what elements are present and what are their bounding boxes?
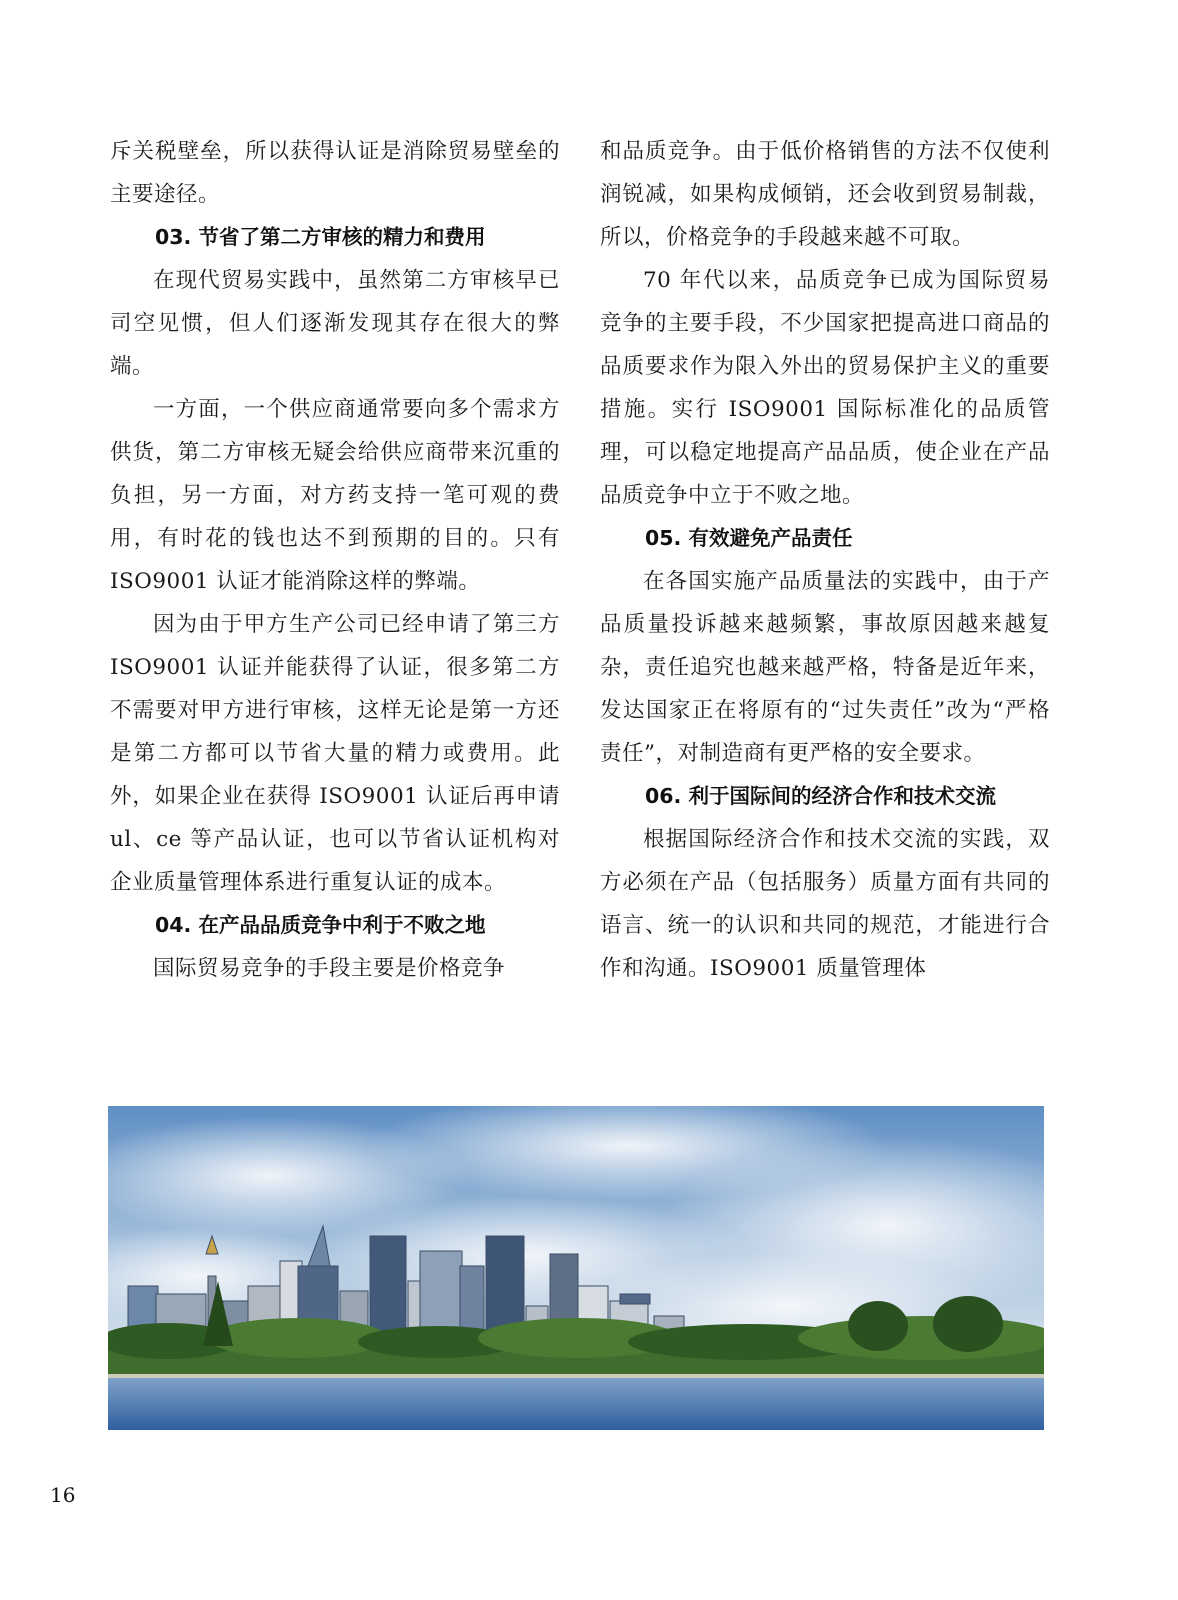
paragraph: 在现代贸易实践中，虽然第二方审核早已司空见惯，但人们逐渐发现其存在很大的弊端。 xyxy=(110,268,560,379)
section-heading-03: 03. 节省了第二方审核的精力和费用 xyxy=(155,225,486,249)
right-column xyxy=(600,130,1050,990)
paragraph: 70 年代以来，品质竞争已成为国际贸易竞争的主要手段，不少国家把提高进口商品的品质要求作为限入外出的贸易保护主义的重要措施。实行 ISO9001 国际标准化的品质管理，可以稳定地提高产品品质，使企业在产品品质竞争中立于不败之地。 xyxy=(600,268,1050,508)
paragraph: 国际贸易竞争的手段主要是价格竞争 xyxy=(153,956,506,981)
paragraph: 斥关税壁垒，所以获得认证是消除贸易壁垒的主要途径。 xyxy=(110,139,560,207)
paragraph: 根据国际经济合作和技术交流的实践，双方必须在产品（包括服务）质量方面有共同的语言、统一的认识和共同的规范，才能进行合作和沟通。ISO9001 质量管理体 xyxy=(600,827,1050,981)
paragraph: 一方面，一个供应商通常要向多个需求方供货，第二方审核无疑会给供应商带来沉重的负担，另一方面，对方药支持一笔可观的费用，有时花的钱也达不到预期的目的。只有 ISO9001 认证才能消除这样的弊端。 xyxy=(110,397,560,594)
page-number: 16 xyxy=(50,1483,76,1507)
paragraph: 因为由于甲方生产公司已经申请了第三方 ISO9001 认证并能获得了认证，很多第二方不需要对甲方进行审核，这样无论是第一方还是第二方都可以节省大量的精力或费用。此外，如果企业在获得 ISO9001 认证后再申请 ul、ce 等产品认证，也可以节省认证机构对企业质量管理体系进行重复认证的成本。 xyxy=(110,612,560,895)
paragraph: 在各国实施产品质量法的实践中，由于产品质量投诉越来越频繁，事故原因越来越复杂，责任追究也越来越严格，特备是近年来，发达国家正在将原有的“过失责任”改为“严格责任”，对制造商有更严格的安全要求。 xyxy=(600,569,1050,766)
section-heading-04: 04. 在产品品质竞争中利于不败之地 xyxy=(155,913,486,937)
city-skyline-photo xyxy=(108,1106,1044,1430)
paragraph: 和品质竞争。由于低价格销售的方法不仅使利润锐减，如果构成倾销，还会收到贸易制裁，所以，价格竞争的手段越来越不可取。 xyxy=(600,139,1050,250)
section-heading-06: 06. 利于国际间的经济合作和技术交流 xyxy=(645,784,996,808)
section-heading-05: 05. 有效避免产品责任 xyxy=(645,526,853,550)
left-column xyxy=(110,130,560,990)
